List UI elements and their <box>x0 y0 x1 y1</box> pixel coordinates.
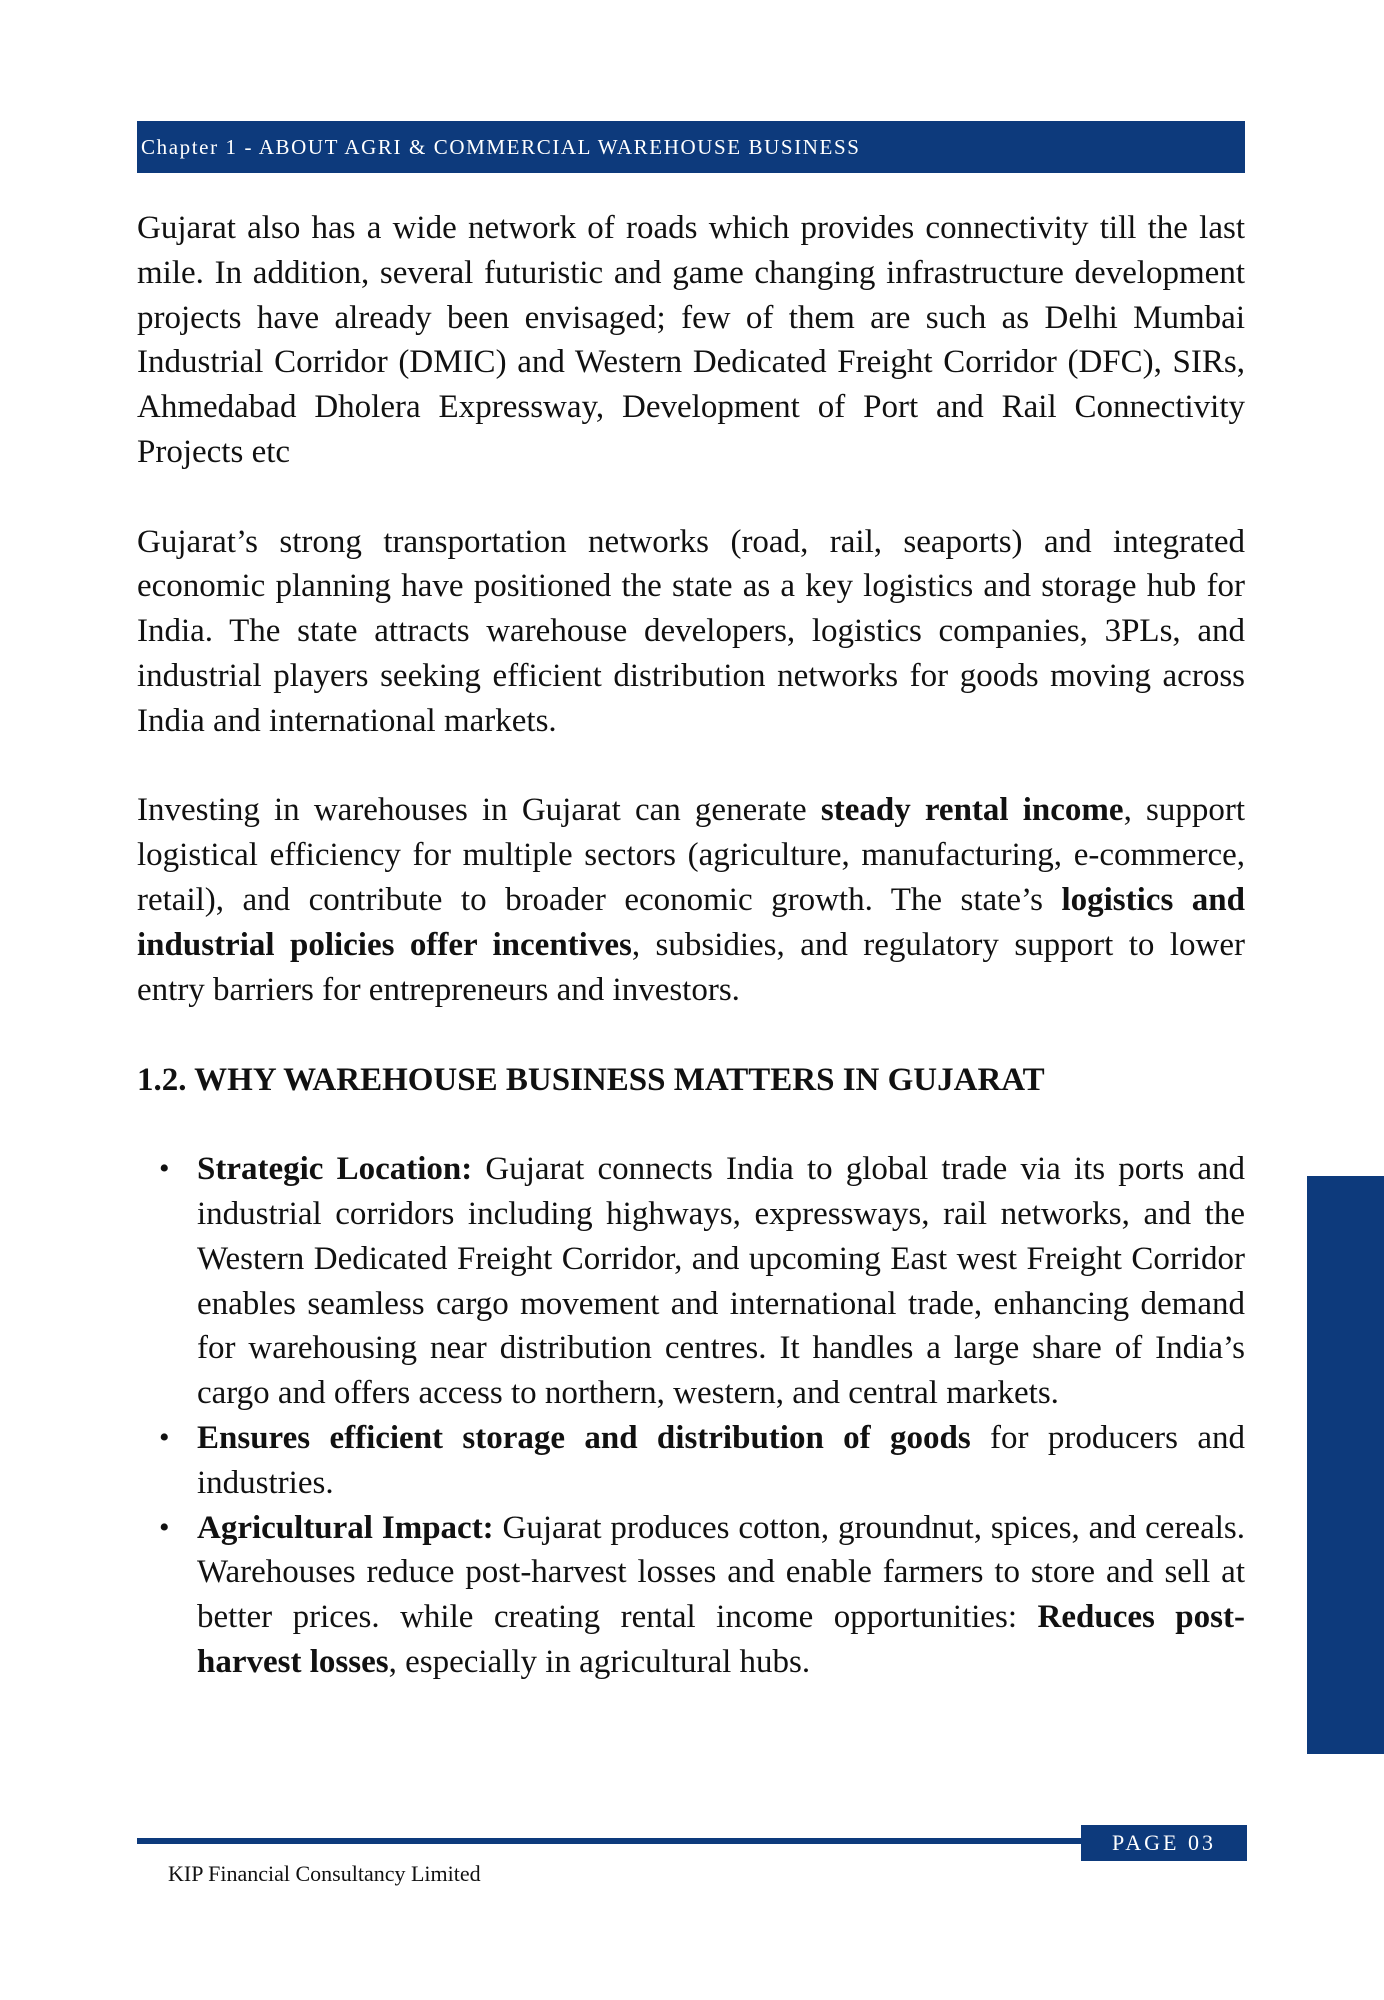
paragraph-roads: Gujarat also has a wide network of roads which provides connectivity till the last mile. In addition, several futuristic and game changing infrastructure development projects have already been envisaged; few of them are such as Delhi Mumbai Industrial Corridor (DMIC) and Western Dedicated Freight Corridor (DFC), SIRs, Ahmedabad Dholera Expressway, Development of Port and Rail Connectivity Projects etc <box>137 210 1245 470</box>
chapter-title: Chapter 1 - ABOUT AGRI & COMMERCIAL WAREHOUSE BUSINESS <box>141 135 861 159</box>
bullet-icon: • <box>159 1510 170 1544</box>
paragraph-transport-networks: Gujarat’s strong transportation networks (road, rail, seaports) and integrated economic planning have positioned the state as a key logistics and storage hub for India. The state attracts warehouse developers, logistics companies, 3PLs, and industrial players seeking efficient distribution networks for goods moving across India and international markets. <box>137 523 1245 739</box>
list-item-text-end: , especially in agricultural hubs. <box>388 1643 811 1680</box>
side-edge-tab <box>1307 1176 1384 1754</box>
highlight-policies-incentives: logistics and industrial policies offer incentives <box>137 881 1245 963</box>
chapter-header-bar <box>137 121 1245 173</box>
paragraph-investing-text-3: , subsidies, and regulatory support to lower entry barriers for entrepreneurs and investors. <box>137 926 1245 1008</box>
footer-rule <box>137 1838 1081 1844</box>
bullet-icon: • <box>159 1420 170 1454</box>
highlight-post-harvest-losses: Reduces post-harvest losses <box>197 1599 1245 1680</box>
list-item-title: Ensures efficient storage and distribution of goods <box>197 1419 971 1456</box>
paragraph-investing-text-2: , support logistical efficiency for multiple sectors (agriculture, manufacturing, e-commerce, retail), and contribute to broader economic growth. The state’s <box>137 792 1246 918</box>
page-content <box>137 206 1245 1685</box>
section-heading: 1.2. WHY WAREHOUSE BUSINESS MATTERS IN GUJARAT <box>137 1062 1045 1099</box>
bullet-list <box>137 1147 1245 1685</box>
list-item-strategic-location <box>137 1147 1245 1416</box>
list-item-text: Gujarat connects India to global trade via its ports and industrial corridors including highways, expressways, rail networks, and the Western Dedicated Freight Corridor, and upcoming East west Freight Corridor enables seamless cargo movement and international trade, enhancing demand for warehousing near distribution centres. It handles a large share of India’s cargo and offers access to northern, western, and central markets. <box>197 1151 1245 1412</box>
list-item-efficient-storage <box>137 1416 1245 1506</box>
footer-company-name: KIP Financial Consultancy Limited <box>168 1861 481 1886</box>
bullet-icon: • <box>159 1152 170 1186</box>
list-item-agricultural-impact <box>137 1506 1245 1685</box>
page-number-label: PAGE 03 <box>1081 1825 1247 1861</box>
list-item-text: for producers and industries. <box>197 1419 1245 1501</box>
list-item-title: Strategic Location: <box>197 1151 473 1188</box>
paragraph-investing <box>137 788 1245 1012</box>
highlight-steady-rental-income: steady rental income <box>820 792 1124 829</box>
list-item-text: Gujarat produces cotton, groundnut, spices, and cereals. Warehouses reduce post-harvest losses and enable farmers to store and sell at better prices. while creating rental income opportunities: <box>197 1509 1245 1636</box>
list-item-title: Agricultural Impact: <box>197 1509 494 1546</box>
paragraph-investing-text-1: Investing in warehouses in Gujarat can generate <box>137 792 821 829</box>
